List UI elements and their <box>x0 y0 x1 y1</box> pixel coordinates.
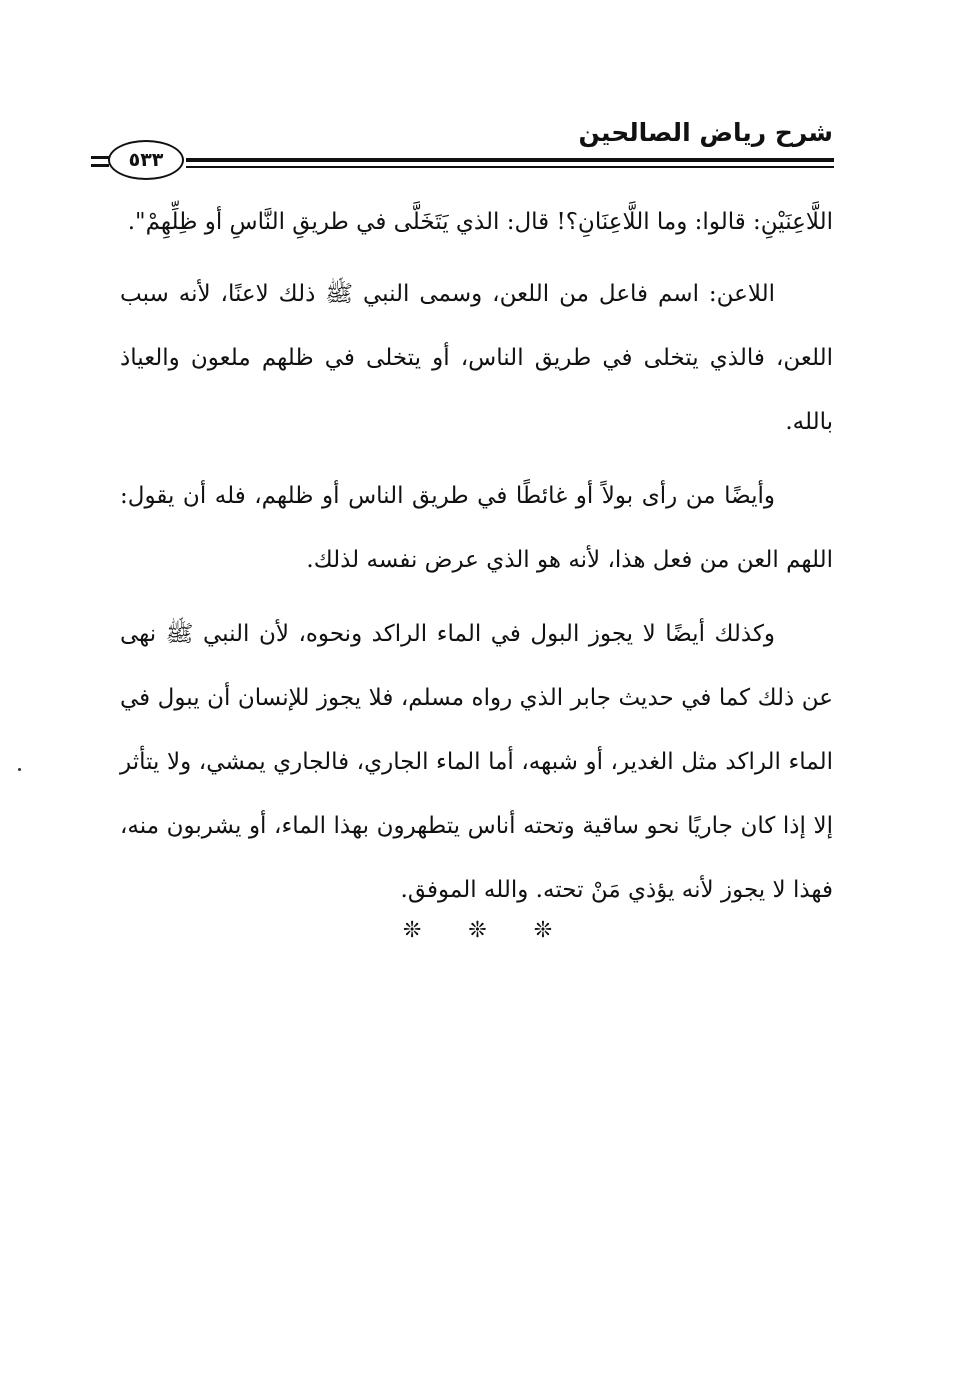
section-separator <box>0 918 955 943</box>
header-rule-thin <box>186 166 834 168</box>
page-number-dash-top <box>91 156 109 159</box>
separator-star: ❊ <box>402 918 422 943</box>
paragraph-cursing-permission: وأيضًا من رأى بولاً أو غائطًا في طريق الناس أو ظلهم، فله أن يقول: اللهم العن من فعل هذا، لأنه هو الذي عرض نفسه لذلك. <box>120 483 833 573</box>
page-number: ٥٣٣ <box>108 140 184 180</box>
separator-star: ❊ <box>533 918 553 943</box>
paragraph-hadith-ending: اللَّاعِنَيْنِ: قالوا: وما اللَّاعِنَانِ؟! قال: الذي يَتَخَلَّى في طريقِ النَّاسِ أو ظِلِّهِمْ". <box>127 209 833 235</box>
running-title: شرح رياض الصالحين <box>578 118 833 147</box>
page-number-dash-bottom <box>91 164 109 167</box>
header-rule-thick <box>186 158 834 162</box>
paragraph-laain-definition: اللاعن: اسم فاعل من اللعن، وسمى النبي ﷺ ذلك لاعنًا، لأنه سبب اللعن، فالذي يتخلى في طريق الناس، أو يتخلى في ظلهم ملعون والعياذ بالله. <box>120 281 833 435</box>
separator-star: ❊ <box>468 918 487 943</box>
body-text <box>120 192 833 922</box>
paragraph-stagnant-water: وكذلك أيضًا لا يجوز البول في الماء الراكد ونحوه، لأن النبي ﷺ نهى عن ذلك كما في حديث جابر الذي رواه مسلم، فلا يجوز للإنسان أن يبول في الماء الراكد مثل الغدير، أو شبهه، أما الماء الجاري، فالجاري يمشي، ولا يتأثر إلا إذا كان جاريًا نحو ساقية وتحته أناس يتطهرون بهذا الماء، أو يشربون منه، فهذا لا يجوز لأنه يؤذي مَنْ تحته. والله الموفق. <box>120 621 833 903</box>
scan-speck <box>18 768 21 771</box>
